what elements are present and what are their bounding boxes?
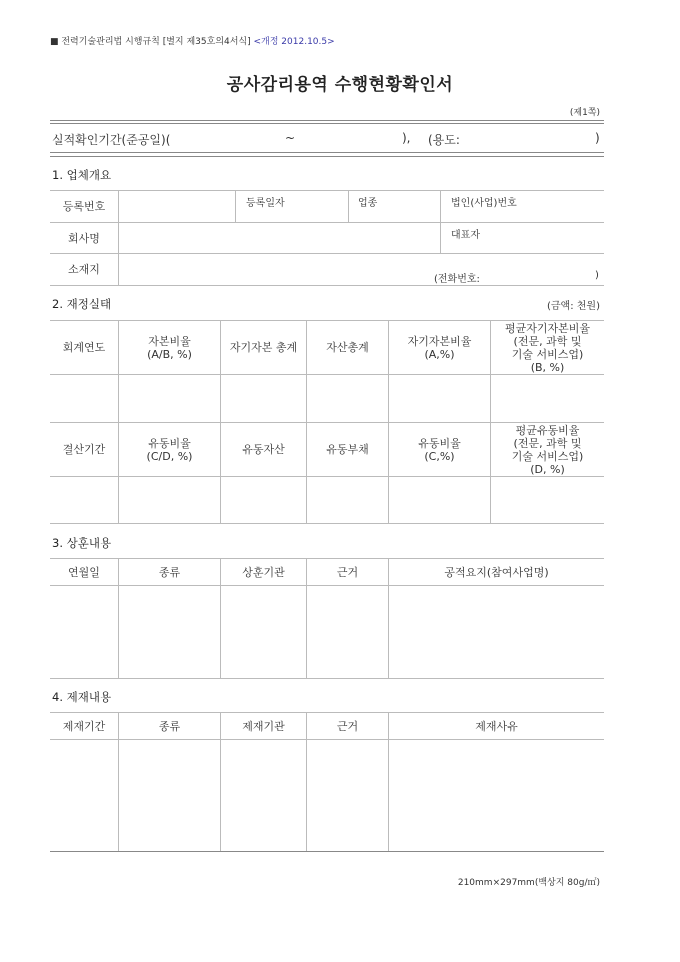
award-date-header: 연월일 <box>68 565 100 579</box>
equity-ratio-line1: 자기자본비율 <box>407 334 472 348</box>
rule <box>50 523 604 524</box>
award-agency-header: 상훈기관 <box>242 565 285 579</box>
rule <box>50 739 604 740</box>
section3-title: 3. 상훈내용 <box>52 536 112 550</box>
asset-total-header: 자산총계 <box>326 341 369 354</box>
liquidity-ratio2-header <box>389 423 490 476</box>
reg-no-label: 등록번호 <box>62 200 106 213</box>
rule <box>50 123 604 124</box>
rule <box>50 585 604 586</box>
period-close: ), <box>402 131 411 145</box>
avg-equity-line1: 평균자기자본비율 <box>504 321 590 335</box>
rule <box>50 374 604 375</box>
rule <box>50 120 604 121</box>
period-tilde: ~ <box>285 131 296 145</box>
liquidity-ratio2-line1: 유동비율 <box>418 436 461 450</box>
period-label: 실적확인기간(준공일)( <box>52 133 171 147</box>
divider <box>348 190 349 222</box>
corp-no-label: 법인(사업)번호 <box>451 198 517 209</box>
sanction-agency-header: 제재기관 <box>242 719 285 733</box>
divider <box>440 190 441 253</box>
revision-text: <개정 2012.10.5> <box>253 37 335 47</box>
avg-equity-line4: (B, %) <box>530 360 565 374</box>
rule <box>50 678 604 679</box>
sanction-reason-header: 제재사유 <box>475 719 518 733</box>
avg-liquidity-line4: (D, %) <box>530 462 565 476</box>
sanction-period-header: 제재기간 <box>62 719 106 733</box>
company-label: 회사명 <box>68 231 100 245</box>
section2-title: 2. 재정실태 <box>52 297 112 311</box>
capital-ratio-line2: (A/B, %) <box>147 347 192 361</box>
avg-liquidity-line2: (전문, 과학 및 <box>513 436 582 450</box>
equity-total-header: 자기자본 총계 <box>229 341 298 354</box>
current-assets-header: 유동자산 <box>242 443 285 456</box>
usage-close: ) <box>595 131 600 145</box>
industry-label: 업종 <box>358 198 378 209</box>
usage-label: (용도: <box>428 133 460 147</box>
rule <box>50 152 604 153</box>
reg-date-label: 등록일자 <box>246 198 285 209</box>
liquidity-ratio2-line2: (C,%) <box>424 449 455 463</box>
phone-close: ) <box>595 270 599 281</box>
page-label: (제1쪽) <box>569 108 600 118</box>
award-merit-header: 공적요지(참여사업명) <box>444 565 549 579</box>
award-basis-header: 근거 <box>336 565 359 579</box>
divider <box>118 190 119 285</box>
settlement-period-header: 결산기간 <box>62 443 106 456</box>
rule <box>50 156 604 157</box>
avg-equity-line2: (전문, 과학 및 <box>513 334 582 348</box>
capital-ratio-line1: 자본비율 <box>148 334 191 348</box>
current-liabilities-header: 유동부채 <box>326 443 369 456</box>
avg-liquidity-line3: 기술 서비스업) <box>511 449 584 463</box>
avg-liquidity-line1: 평균유동비율 <box>515 423 580 437</box>
rule <box>50 253 604 254</box>
fiscal-year-header: 회계연도 <box>62 341 106 354</box>
address-label: 소재지 <box>68 263 100 276</box>
document-title: 공사감리용역 수행현황확인서 <box>226 75 454 95</box>
rule <box>50 285 604 286</box>
unit-label: (금액: 천원) <box>547 301 600 312</box>
rule <box>50 222 604 223</box>
liquidity-ratio-line1: 유동비율 <box>148 436 191 450</box>
avg-equity-ratio-header <box>491 321 604 374</box>
rule <box>50 476 604 477</box>
rule <box>50 190 604 191</box>
capital-ratio-header <box>119 321 220 374</box>
ceo-label: 대표자 <box>451 230 480 241</box>
form-reference <box>50 34 335 47</box>
divider <box>235 190 236 222</box>
avg-equity-line3: 기술 서비스업) <box>511 347 584 361</box>
rule <box>50 851 604 852</box>
avg-liquidity-ratio-header <box>491 423 604 476</box>
form-ref-text: ■ 전력기술관리법 시행규칙 [별지 제35호의4서식] <box>50 37 251 47</box>
section4-title: 4. 제재내용 <box>52 690 112 704</box>
section1-title: 1. 업체개요 <box>52 168 112 182</box>
phone-label: (전화번호: <box>434 274 480 285</box>
liquidity-ratio-header <box>119 423 220 476</box>
sanction-type-header: 종류 <box>158 719 181 733</box>
sanction-basis-header: 근거 <box>336 719 359 733</box>
paper-spec: 210mm×297mm(백상지 80g/㎡) <box>457 878 600 888</box>
liquidity-ratio-line2: (C/D, %) <box>146 449 193 463</box>
award-type-header: 종류 <box>158 565 181 579</box>
equity-ratio-line2: (A,%) <box>424 347 455 361</box>
equity-ratio-header <box>389 321 490 374</box>
